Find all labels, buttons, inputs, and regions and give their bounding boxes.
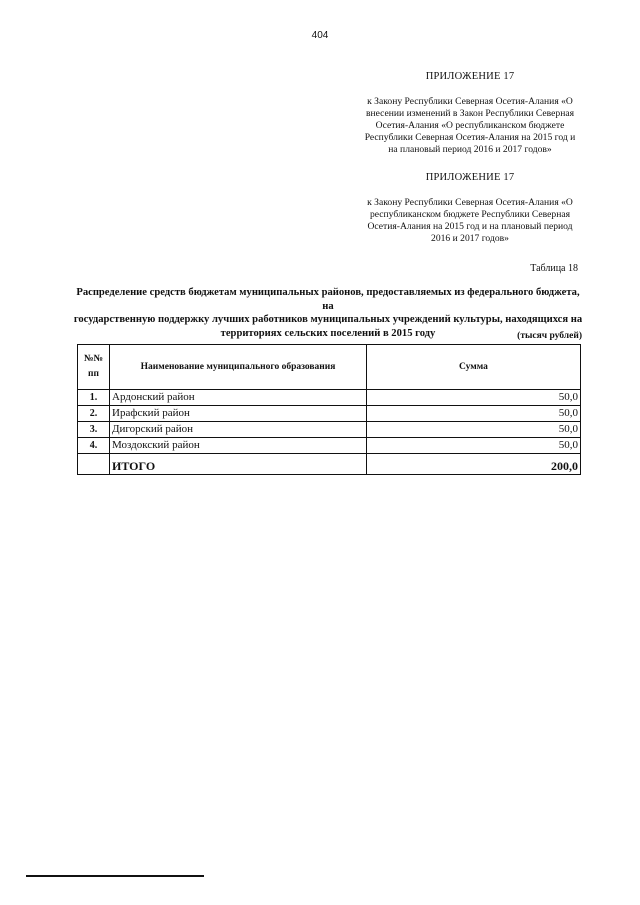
annex-line: Республики Северная Осетия-Алания на 2015 год и xyxy=(364,132,576,143)
row-number: 2. xyxy=(78,406,110,422)
units-label: (тысяч рублей) xyxy=(517,331,582,341)
table-row xyxy=(78,390,581,406)
table-row xyxy=(78,438,581,454)
total-number-cell xyxy=(78,454,110,475)
row-name: Дигорский район xyxy=(110,422,367,438)
title-line: государственную поддержку лучших работников муниципальных учреждений культуры, находящихся на xyxy=(73,314,583,325)
annex-title: ПРИЛОЖЕНИЕ 17 xyxy=(425,71,515,82)
row-sum: 50,0 xyxy=(367,406,581,422)
header-name: Наименование муниципального образования xyxy=(110,345,367,390)
table-row xyxy=(78,422,581,438)
table-header-row xyxy=(78,345,581,390)
document-title xyxy=(72,286,584,340)
annex-line: на плановый период 2016 и 2017 годов» xyxy=(388,144,552,155)
row-name: Ардонский район xyxy=(110,390,367,406)
header-number-line2: пп xyxy=(88,369,99,379)
row-number: 1. xyxy=(78,390,110,406)
row-number: 4. xyxy=(78,438,110,454)
row-number: 3. xyxy=(78,422,110,438)
total-row xyxy=(78,454,581,475)
annex-title: ПРИЛОЖЕНИЕ 17 xyxy=(425,172,515,183)
table-label: Таблица 18 xyxy=(530,263,578,274)
row-name: Моздокский район xyxy=(110,438,367,454)
annex-line: внесении изменений в Закон Республики Северная xyxy=(365,108,575,119)
row-sum: 50,0 xyxy=(367,390,581,406)
annex-header-original xyxy=(360,172,580,245)
title-line: Распределение средств бюджетам муниципальных районов, предоставляемых из федерального бюджета, на xyxy=(76,287,580,312)
row-sum: 50,0 xyxy=(367,422,581,438)
total-label: ИТОГО xyxy=(110,454,367,475)
annex-line: Осетия-Алания на 2015 год и на плановый период xyxy=(367,221,573,232)
annex-line: Осетия-Алания «О республиканском бюджете xyxy=(375,120,565,131)
row-sum: 50,0 xyxy=(367,438,581,454)
annex-line: республиканском бюджете Республики Северная xyxy=(369,209,571,220)
header-number-line1: №№ xyxy=(83,354,104,364)
budget-table xyxy=(77,344,581,475)
annex-line: к Закону Республики Северная Осетия-Алания «О xyxy=(367,197,573,208)
header-number xyxy=(78,345,110,390)
row-name: Ирафский район xyxy=(110,406,367,422)
total-sum: 200,0 xyxy=(367,454,581,475)
annex-line: 2016 и 2017 годов» xyxy=(431,233,509,244)
header-sum: Сумма xyxy=(367,345,581,390)
annex-line: к Закону Республики Северная Осетия-Алания «О xyxy=(367,96,573,107)
page-number: 404 xyxy=(311,30,329,41)
title-line: территориях сельских поселений в 2015 году xyxy=(220,327,436,339)
table-row xyxy=(78,406,581,422)
footnote-rule xyxy=(26,875,204,877)
annex-header-amendment xyxy=(360,71,580,156)
